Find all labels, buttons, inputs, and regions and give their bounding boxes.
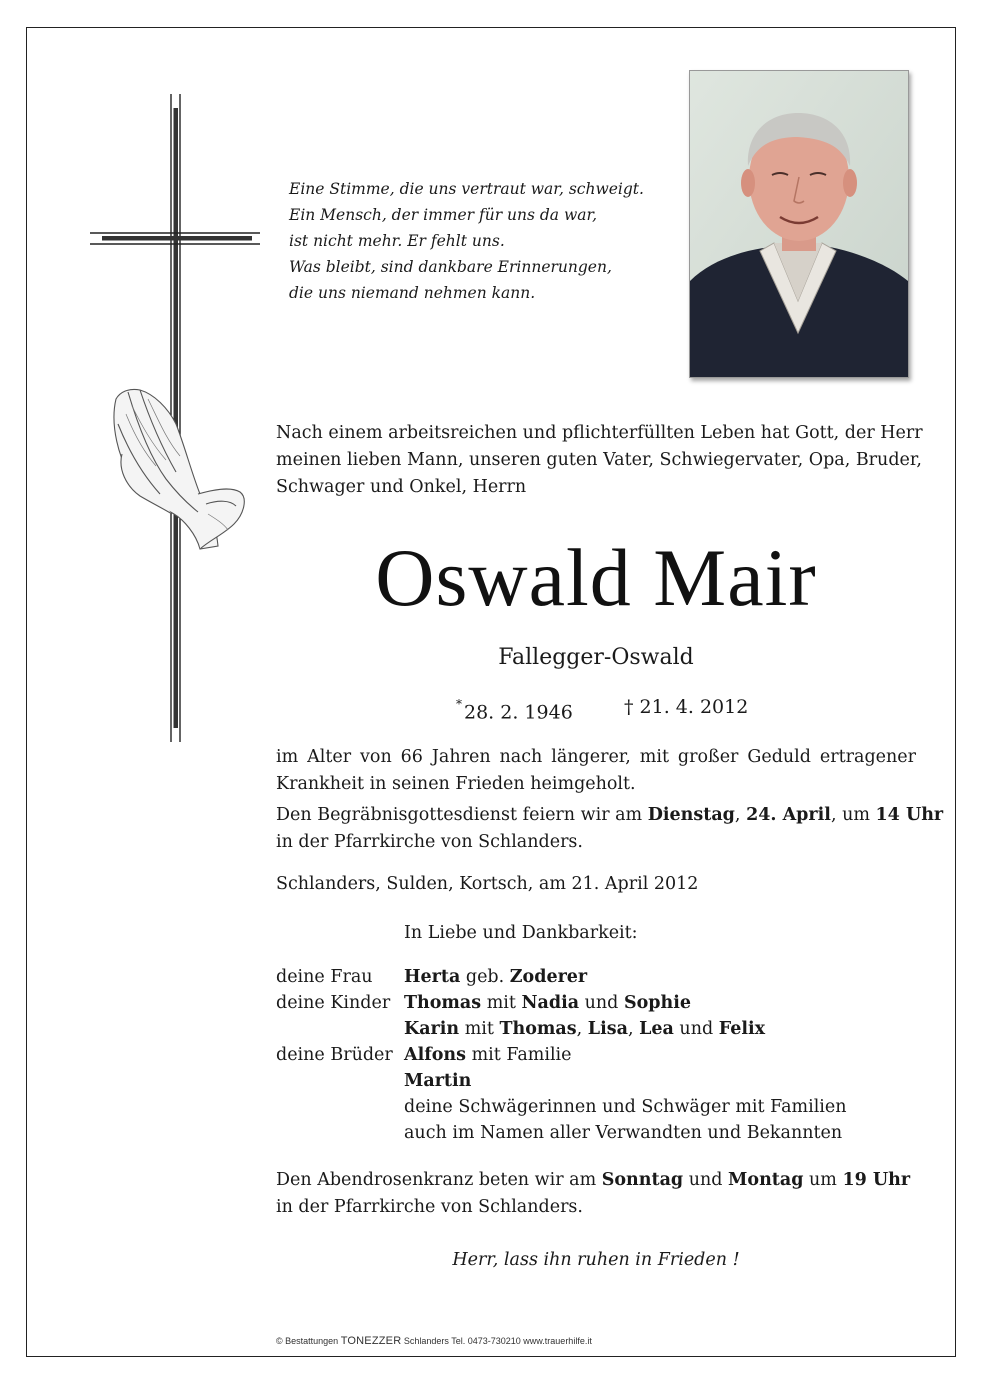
mourner-name: Lisa: [587, 1019, 628, 1039]
poem-line: Was bleibt, sind dankbare Erinnerungen,: [289, 258, 612, 276]
rosary-location: in der Pfarrkirche von Schlanders.: [276, 1197, 583, 1217]
connector: ,: [627, 1019, 640, 1039]
announcement-text: [276, 744, 944, 856]
mourner-name: Alfons: [404, 1045, 467, 1065]
relation-label: deine Brüder: [276, 1045, 393, 1065]
poem: [289, 176, 669, 306]
death-date: [624, 692, 748, 722]
funeral-day: Dienstag: [647, 805, 735, 825]
place-and-date: Schlanders, Sulden, Kortsch, am 21. April 2012: [276, 874, 699, 894]
closing-prayer: Herr, lass ihn ruhen in Frieden !: [452, 1250, 740, 1270]
footer-copyright: © Bestattungen: [276, 1336, 341, 1346]
relation-label: deine Frau: [276, 967, 373, 987]
age-line: Krankheit in seinen Frieden heimgeholt.: [276, 774, 636, 794]
mourner-names: [404, 1042, 572, 1068]
rosary-info: [276, 1167, 916, 1221]
rosary-text: um: [803, 1170, 843, 1190]
poem-line: ist nicht mehr. Er fehlt uns.: [289, 232, 505, 250]
rosary-day: Sonntag: [601, 1170, 684, 1190]
rosary-text: Den Abendrosenkranz beten wir am: [276, 1170, 602, 1190]
mourner-names: [404, 1068, 471, 1094]
mourner-names: auch im Namen aller Verwandten und Bekannten: [404, 1123, 843, 1143]
mourner-names: [404, 1016, 765, 1042]
mourner-name: Nadia: [521, 993, 580, 1013]
footer-brand: TONEZZER: [340, 1335, 402, 1347]
mourner-name: Sophie: [623, 993, 691, 1013]
rosary-time: 19 Uhr: [842, 1170, 911, 1190]
mourner-name: Zoderer: [509, 967, 588, 987]
mourner-name: Lea: [639, 1019, 674, 1039]
footer-imprint: [276, 1335, 592, 1347]
rosary-line: [276, 1167, 916, 1194]
relation-label: deine Kinder: [276, 993, 391, 1013]
poem-line: Eine Stimme, die uns vertraut war, schweigt.: [289, 180, 644, 198]
funeral-date: 24. April: [746, 805, 831, 825]
funeral-location: in der Pfarrkirche von Schlanders.: [276, 832, 583, 852]
age-line: im Alter von 66 Jahren nach längerer, mit großer Geduld ertragener: [276, 747, 916, 767]
cross-with-praying-hands-icon: [88, 94, 268, 742]
poem-line: die uns niemand nehmen kann.: [289, 284, 536, 302]
connector: geb.: [460, 967, 510, 987]
connector: mit Familie: [466, 1045, 572, 1065]
birth-date-value: 28. 2. 1946: [464, 701, 573, 724]
funeral-text: Den Begräbnisgottesdienst feiern wir am: [276, 805, 648, 825]
poem-line: Ein Mensch, der immer für uns da war,: [289, 206, 598, 224]
mourner-names: deine Schwägerinnen und Schwäger mit Familien: [404, 1097, 847, 1117]
funeral-time: 14 Uhr: [875, 805, 944, 825]
intro-line: Nach einem arbeitsreichen und pflichterfüllten Leben hat Gott, der Herr: [276, 423, 923, 443]
connector: mit: [459, 1019, 500, 1039]
mourner-name: Thomas: [404, 993, 482, 1013]
funeral-text: ,: [734, 805, 747, 825]
mourner-names: [404, 964, 587, 990]
mourner-name: Karin: [404, 1019, 460, 1039]
intro-text: [276, 420, 923, 501]
thanks-line: In Liebe und Dankbarkeit:: [404, 923, 638, 943]
connector: und: [579, 993, 624, 1013]
connector: und: [673, 1019, 719, 1039]
funeral-text: , um: [830, 805, 876, 825]
rosary-day: Montag: [728, 1170, 804, 1190]
deceased-nickname: Fallegger-Oswald: [498, 645, 694, 670]
mourner-name: Herta: [404, 967, 461, 987]
death-symbol: †: [624, 696, 634, 718]
mourner-name: Thomas: [499, 1019, 577, 1039]
death-date-value: 21. 4. 2012: [639, 696, 749, 718]
connector: mit: [481, 993, 522, 1013]
birth-symbol: *: [456, 697, 462, 711]
birth-date: [456, 692, 573, 727]
deceased-name: Oswald Mair: [375, 532, 817, 623]
intro-line: Schwager und Onkel, Herrn: [276, 477, 527, 497]
rosary-text: und: [683, 1170, 729, 1190]
mourner-name: Martin: [404, 1071, 472, 1091]
mourner-names: [404, 990, 691, 1016]
connector: ,: [576, 1019, 588, 1039]
portrait-photo: [689, 70, 909, 378]
intro-line: meinen lieben Mann, unseren guten Vater, Schwiegervater, Opa, Bruder,: [276, 450, 922, 470]
mourner-name: Felix: [718, 1019, 766, 1039]
footer-contact: Schlanders Tel. 0473-730210 www.trauerhilfe.it: [401, 1336, 592, 1346]
funeral-line: [276, 802, 944, 829]
